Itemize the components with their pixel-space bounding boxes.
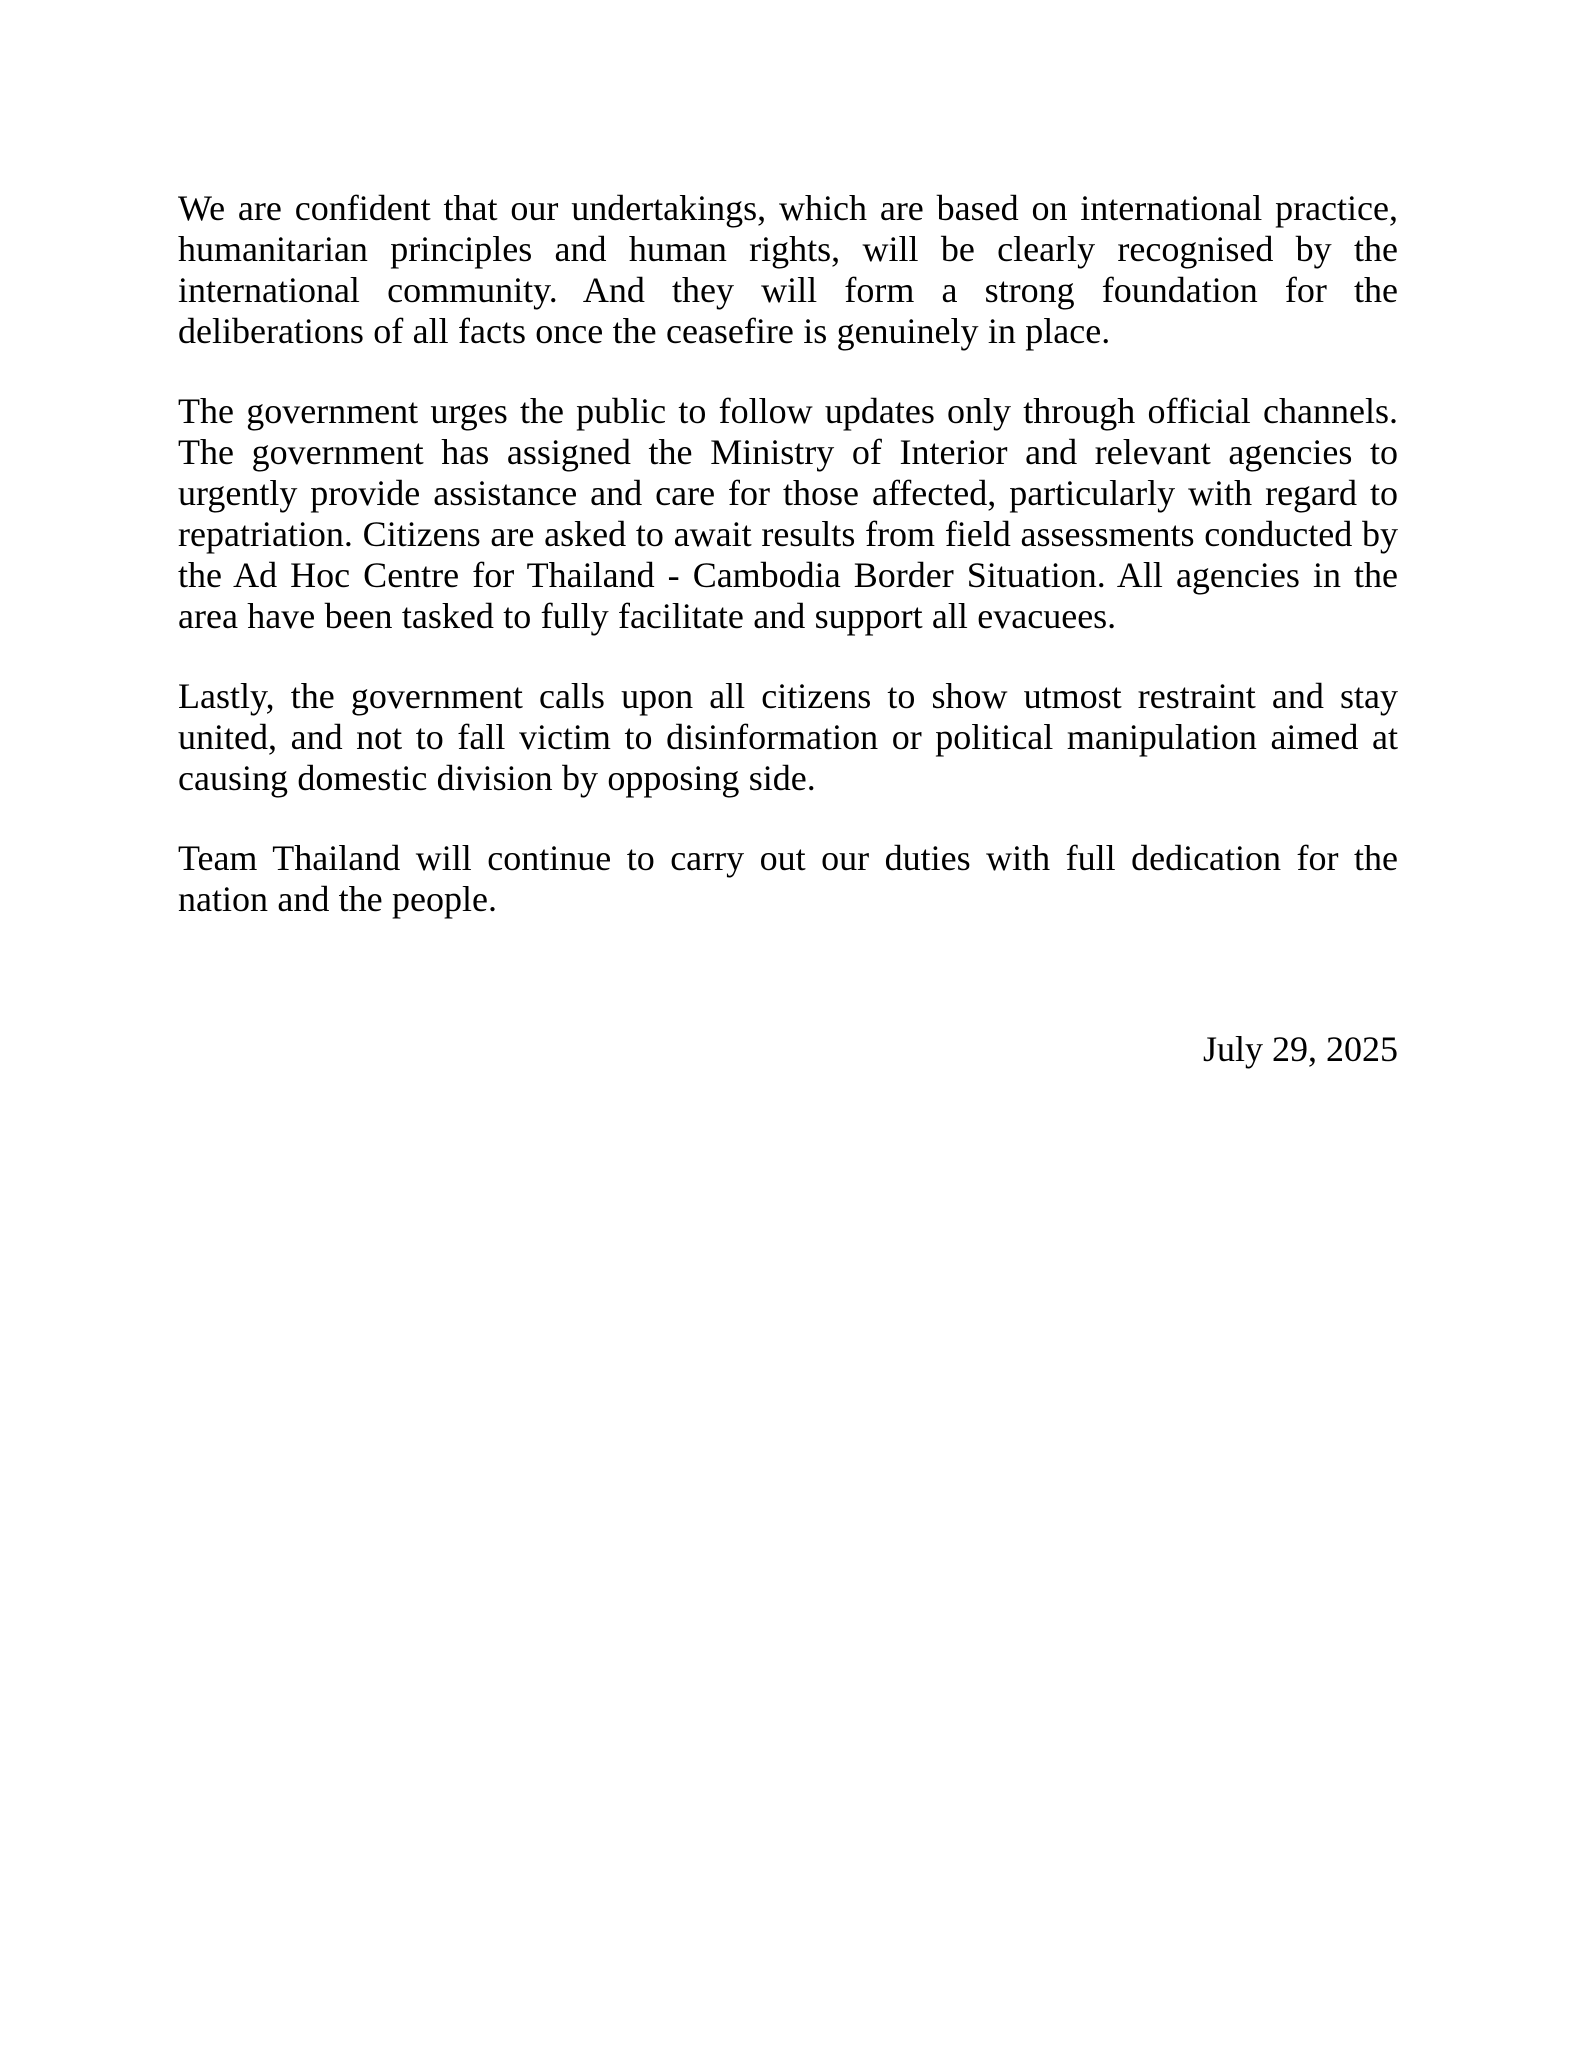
paragraph-government-updates: The government urges the public to follow updates only through official channels. The government has assigned the Ministry of Interior and relevant agencies to urgently provide assistance and care for those affected, particularly with regard to repatriation. Citizens are asked to await results from field assessments conducted by the Ad Hoc Centre for Thailand - Cambodia Border Situation. All agencies in the area have been tasked to fully facilitate and support all evacuees. (178, 391, 1398, 636)
document-body (178, 188, 1398, 1070)
date-line: July 29, 2025 (1202, 1029, 1398, 1069)
paragraph-team-thailand: Team Thailand will continue to carry out our duties with full dedication for the nation and the people. (178, 838, 1398, 919)
paragraph-citizen-restraint: Lastly, the government calls upon all citizens to show utmost restraint and stay united, and not to fall victim to disinformation or political manipulation aimed at causing domestic division by opposing side. (178, 676, 1398, 798)
paragraph-confidence-statement: We are confident that our undertakings, which are based on international practice, humanitarian principles and human rights, will be clearly recognised by the international community. And they will form a strong foundation for the deliberations of all facts once the ceasefire is genuinely in place. (178, 188, 1398, 351)
